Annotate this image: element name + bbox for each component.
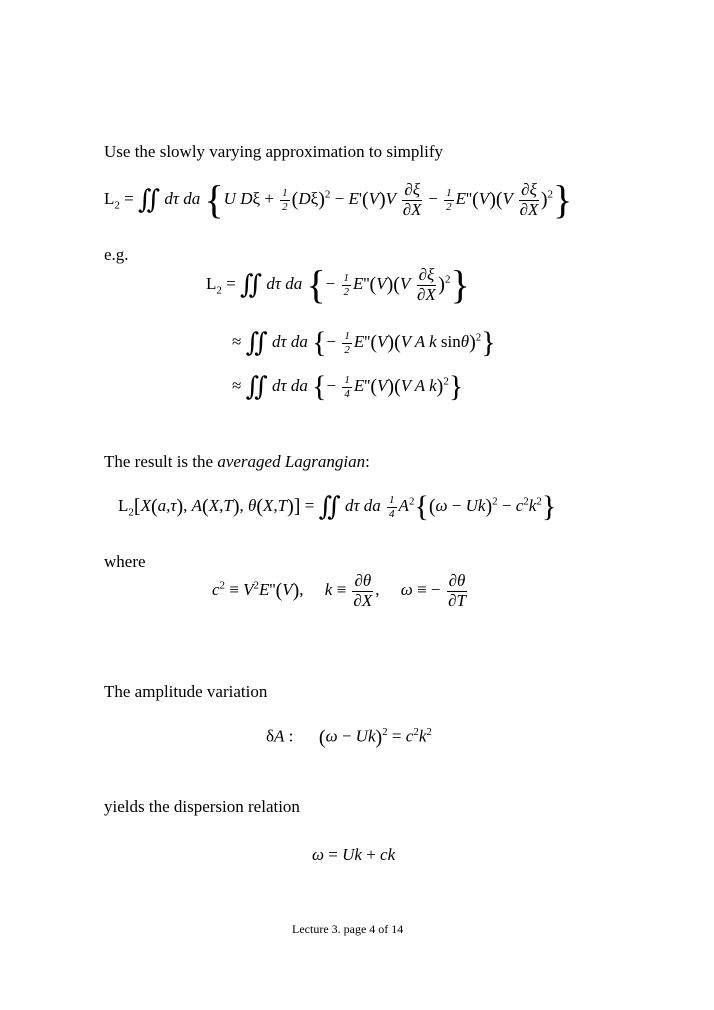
result-suffix: : <box>365 452 370 471</box>
equation-2b: ≈ ∬ dτ da {− $\frac{1}{2}$ E''(V)(V A k sinθ)$^2$} <box>232 326 496 359</box>
result-emphasis: averaged Lagrangian <box>217 452 366 471</box>
result-text <box>104 452 370 472</box>
equation-6: ω = Uk + ck <box>312 845 396 864</box>
equation-4: $c^2 \equiv V^2E''(V)$, k ≡ $\frac{\partial\theta}{\partial X}$ , ω ≡ − $\frac{\partial\theta}{\partial T}$ <box>212 571 466 610</box>
equation-2a: $L_2$ = ∬ dτ da {− $\frac{1}{2}$ E''(V)(V $\frac{\partial\xi}{\partial X}$ )$^2$} <box>206 262 470 307</box>
page-footer: Lecture 3. page 4 of 14 <box>292 922 404 936</box>
result-prefix: The result is the <box>104 452 218 471</box>
yields-text: yields the dispersion relation <box>104 797 300 816</box>
amplitude-text: The amplitude variation <box>104 682 268 701</box>
intro-text: Use the slowly varying approximation to simplify <box>104 142 444 161</box>
equation-3: $L_2[X(a,\tau)$, A(X,T), θ(X,T)] = ∬ dτ da $\frac{1}{4}$ $A^2\{(\omega - Uk)^2 - c^2k^2\}$ <box>118 490 557 523</box>
equation-5: δA : $(\omega - Uk)^2 = c^2k^2$ <box>266 726 432 749</box>
eg-text: e.g. <box>104 245 129 264</box>
equation-2c: ≈ ∬ dτ da {− $\frac{1}{4}$ E''(V)(V A k)$^2$} <box>232 370 464 403</box>
equation-1: $L_2$ = ∬ dτ da {U Dξ + $\frac{1}{2}$ $(D\xi)^2 - E'(V)V$ $\frac{\partial\xi}{\partial X}$ − $\frac{1}{2}$ E''(V)(V $\frac{\partial\xi}{\partial X}$ )$^2$} <box>104 177 573 222</box>
where-text: where <box>104 552 146 571</box>
